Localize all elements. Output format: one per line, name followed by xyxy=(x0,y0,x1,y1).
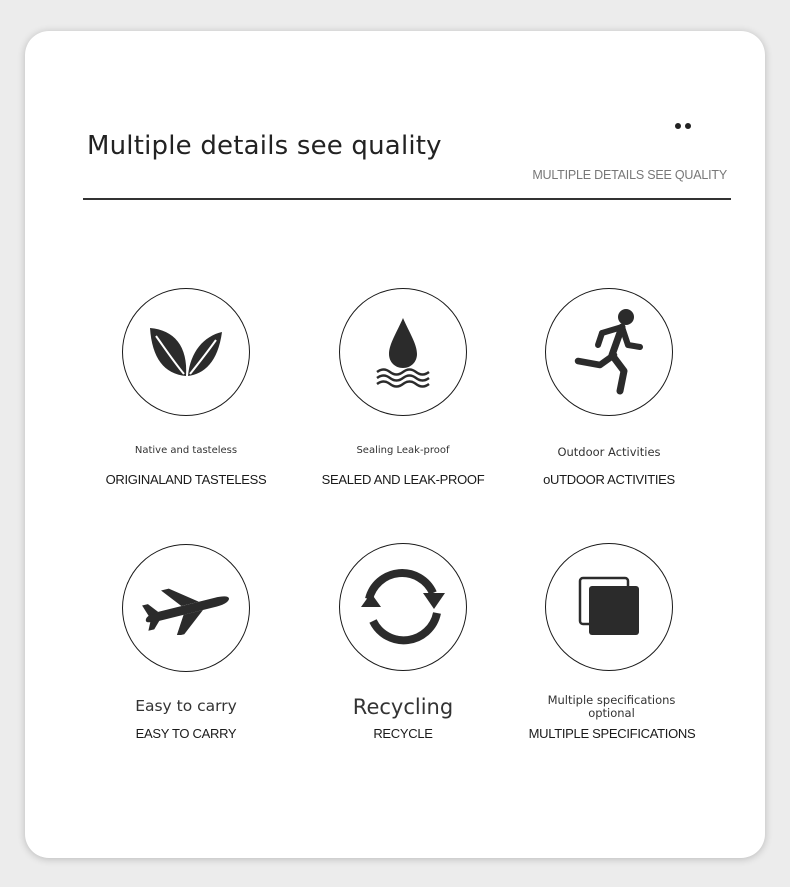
feature-label: Easy to carry xyxy=(135,697,237,715)
feature-circle xyxy=(545,543,673,671)
feature-circle xyxy=(122,288,250,416)
feature-circle xyxy=(339,543,467,671)
feature-circle xyxy=(339,288,467,416)
feature-circle xyxy=(122,544,250,672)
feature-label-en: oUTDOOR ACTIVITIES xyxy=(543,472,675,487)
feature-label: Outdoor Activities xyxy=(557,445,661,459)
feature-circle xyxy=(545,288,673,416)
airplane-icon xyxy=(140,581,232,635)
water-drop-icon xyxy=(373,316,433,388)
feature-label: Recycling xyxy=(352,695,454,719)
feature-label: Native and tasteless xyxy=(134,445,238,456)
feature-label: Multiple specifications optional xyxy=(547,693,676,720)
page-title: Multiple details see quality xyxy=(87,131,442,161)
feature-label-en: RECYCLE xyxy=(373,726,433,741)
feature-label-en: MULTIPLE SPECIFICATIONS xyxy=(528,726,696,741)
leaf-icon xyxy=(148,326,224,378)
more-dots-icon xyxy=(675,123,695,130)
recycle-icon xyxy=(357,567,449,647)
running-person-icon xyxy=(574,309,644,395)
feature-label: Sealing Leak-proof xyxy=(356,445,450,456)
layered-squares-icon xyxy=(577,575,641,639)
header-divider xyxy=(83,198,731,200)
feature-label-en: ORIGINALAND TASTELESS xyxy=(105,472,267,487)
feature-label-en: EASY TO CARRY xyxy=(135,726,237,741)
page-subtitle: MULTIPLE DETAILS SEE QUALITY xyxy=(532,168,727,182)
feature-label-en: SEALED AND LEAK-PROOF xyxy=(321,472,485,487)
